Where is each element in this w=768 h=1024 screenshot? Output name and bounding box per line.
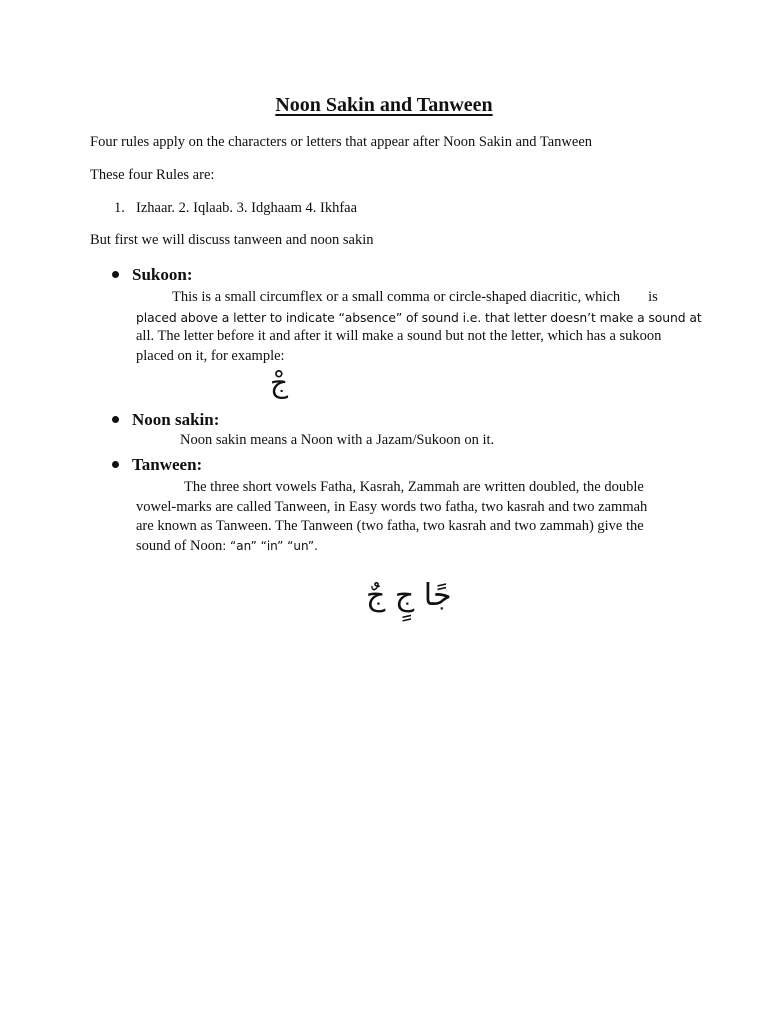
sukoon-line-2: placed above a letter to indicate “absence” of sound i.e. that letter doesn’t make a sound at [136, 309, 702, 325]
tanween-body [136, 478, 670, 556]
sukoon-example-arabic: جْ [270, 366, 289, 399]
sukoon-line-1-end: is [648, 289, 658, 305]
tanween-example-arabic: جًا جٍ جٌ [366, 578, 452, 613]
tanween-line-1: The three short vowels Fatha, Kasrah, Zammah are written doubled, the double [184, 479, 644, 495]
bullet-icon [112, 461, 119, 468]
noon-sakin-heading-text: Noon sakin: [132, 410, 220, 429]
sukoon-line-1 [136, 288, 670, 308]
tanween-line-3: are known as Tanween. The Tanween (two fatha, two kasrah and two zammah) give the [136, 518, 644, 535]
sukoon-body [136, 288, 702, 366]
list-text: Izhaar. 2. Iqlaab. 3. Idghaam 4. Ikhfaa [136, 200, 358, 216]
sukoon-line-3: all. The letter before it and after it will make a sound but not the letter, which has a sukoon [136, 328, 662, 345]
bullet-icon [112, 271, 119, 278]
noon-sakin-body: Noon sakin means a Noon with a Jazam/Sukoon on it. [180, 432, 495, 448]
list-number: 1. [114, 200, 125, 216]
tanween-heading-text: Tanween: [132, 455, 203, 474]
tanween-line-4-b: : “an” “in” “un”. [222, 538, 318, 553]
first-note: But first we will discuss tanween and noon sakin [90, 232, 374, 248]
intro-paragraph: Four rules apply on the characters or letters that appear after Noon Sakin and Tanween [90, 134, 593, 150]
sukoon-line-1-text: This is a small circumflex or a small comma or circle-shaped diacritic, which [172, 289, 621, 305]
bullet-icon [112, 416, 119, 423]
tanween-line-4 [136, 537, 670, 557]
tanween-heading [112, 455, 202, 475]
sukoon-line-4: placed on it, for example: [136, 347, 285, 364]
sukoon-heading-text: Sukoon: [132, 265, 193, 284]
noon-sakin-heading [112, 410, 219, 430]
tanween-line-4-a: sound of Noon [136, 537, 223, 554]
sukoon-heading [112, 265, 192, 285]
rules-list-item [114, 198, 357, 218]
page-title: Noon Sakin and Tanween [275, 94, 493, 116]
rules-heading: These four Rules are: [90, 167, 215, 183]
tanween-line-2: vowel-marks are called Tanween, in Easy words two fatha, two kasrah and two zammah [136, 498, 648, 515]
